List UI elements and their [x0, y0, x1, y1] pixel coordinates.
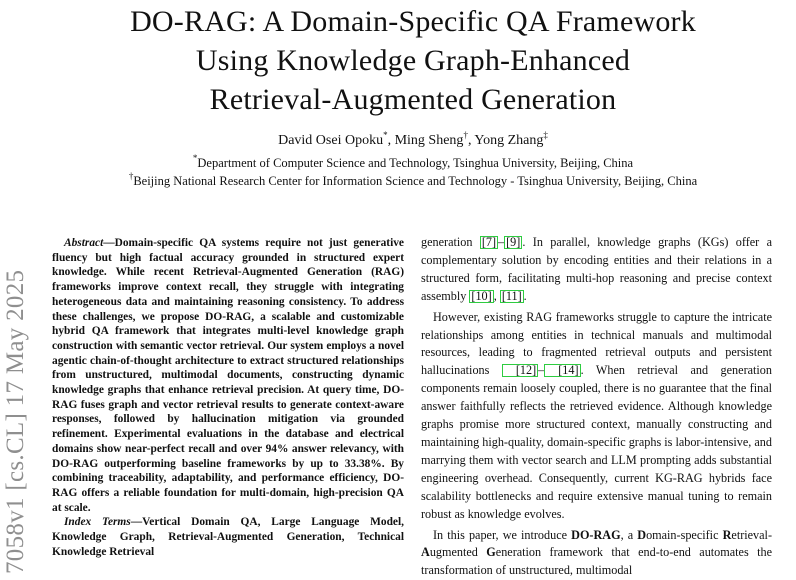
abstract-dash: —: [103, 237, 114, 249]
author-list: [40, 132, 786, 150]
body-text: However, existing RAG frameworks struggle to capture the intricate relationships among entities in technical manuals and multimodal resources, leading to fragmented retrieval outputs and persistent hallucinations: [421, 310, 772, 378]
body-paragraph-2: [421, 309, 772, 524]
left-column: [52, 236, 404, 559]
index-terms-paragraph: [52, 515, 404, 559]
right-column: [421, 234, 772, 580]
body-text: ,: [494, 289, 500, 303]
citation-link[interactable]: [9]: [504, 236, 522, 249]
affiliation-2: [40, 173, 786, 190]
index-terms-label: Index Terms: [64, 516, 131, 528]
affiliation-1: [40, 155, 786, 172]
author-separator: ,: [388, 133, 395, 148]
author-mark: †: [463, 130, 468, 140]
abstract-paragraph: [52, 236, 404, 515]
body-text: omain-specific: [646, 528, 723, 542]
affiliation-mark: *: [193, 153, 198, 163]
citation-link[interactable]: [7]: [480, 236, 498, 249]
acronym-letter: D: [637, 528, 646, 542]
body-text: . In parallel, knowledge graphs (KGs) offer a complementary solution by encoding entities and their relations in a structured form, facilitating multi-hop reasoning and precise context assembly: [421, 235, 772, 303]
title-line-3: Retrieval-Augmented Generation: [40, 80, 786, 119]
title-line-1: DO-RAG: A Domain-Specific QA Framework: [40, 2, 786, 41]
body-text: –: [498, 235, 504, 249]
author-separator: ,: [468, 133, 474, 148]
body-text: .: [524, 289, 527, 303]
framework-name: DO-RAG: [571, 528, 620, 542]
acronym-letter: G: [486, 545, 495, 559]
affiliation-mark: †: [129, 171, 134, 181]
affiliation-text: Beijing National Research Center for Information Science and Technology - Tsinghua University, Beijing, China: [133, 174, 697, 188]
index-terms-dash: —: [131, 516, 142, 528]
author-mark: ‡: [543, 130, 548, 140]
body-text: etrieval-: [731, 528, 772, 542]
citation-link[interactable]: [14]: [544, 364, 580, 377]
body-paragraph-1: [421, 234, 772, 306]
abstract-label: Abstract: [64, 237, 103, 249]
body-text: ugmented: [430, 545, 486, 559]
acronym-letter: A: [421, 545, 430, 559]
body-text: , a: [621, 528, 638, 542]
body-text: . When retrieval and generation components remain loosely coupled, there is no guarantee that the final answer faithfully reflects the retrieved evidence. Although knowledge graphs promise more structured context, manually constructing and maintaining high-quality, domain-specific graphs is labor-intensive, and marrying them with vector search and LLM prompting adds substantial engineering overhead. Consequently, current KG-RAG hybrids face scalability bottlenecks and require extensive manual tuning to remain robust as knowledge evolves.: [421, 363, 772, 520]
body-text: generation: [421, 235, 480, 249]
arxiv-side-stamp: 7058v1 [cs.CL] 17 May 2025: [0, 194, 33, 574]
citation-link[interactable]: [12]: [502, 364, 538, 377]
author-name: Yong Zhang: [474, 133, 543, 148]
paper-title: [40, 2, 786, 119]
index-terms-text: Vertical Domain QA, Large Language Model, Knowledge Graph, Retrieval-Augmented Generation, Technical Knowledge Retrieval: [52, 516, 404, 557]
title-line-2: Using Knowledge Graph-Enhanced: [40, 41, 786, 80]
author-mark: *: [383, 130, 388, 140]
acronym-letter: R: [723, 528, 732, 542]
affiliation-text: Department of Computer Science and Technology, Tsinghua University, Beijing, China: [197, 156, 633, 170]
body-paragraph-3: [421, 527, 772, 580]
abstract-text: Domain-specific QA systems require not just generative fluency but high factual accuracy grounded in structured expert knowledge. While recent Retrieval-Augmented Generation (RAG) frameworks improve context recall, they struggle with integrating heterogeneous data and maintaining reasoning consistency. To address these challenges, we propose DO-RAG, a scalable and customizable hybrid QA framework that integrates multi-level knowledge graph construction with semantic vector retrieval. Our system employs a novel agentic chain-of-thought architecture to extract structured relationships from unstructured, multimodal documents, constructing dynamic knowledge graphs that enhance retrieval precision. At query time, DO-RAG fuses graph and vector retrieval results to generate context-aware responses, followed by hallucination mitigation via grounded refinement. Experimental evaluations in the database and electrical domains show near-perfect recall and over 94% answer relevancy, with DO-RAG outperforming baseline frameworks by up to 33.38%. By combining traceability, adaptability, and performance efficiency, DO-RAG offers a reliable foundation for multi-domain, high-precision QA at scale.: [52, 237, 404, 514]
body-text: eneration framework that end-to-end automates the transformation of unstructured, multimodal: [421, 545, 772, 577]
body-text: –: [538, 363, 544, 377]
body-text: In this paper, we introduce: [433, 528, 571, 542]
author-name: David Osei Opoku: [278, 133, 383, 148]
author-name: Ming Sheng: [395, 133, 464, 148]
citation-link[interactable]: [10]: [469, 290, 493, 303]
citation-link[interactable]: [11]: [500, 290, 524, 303]
